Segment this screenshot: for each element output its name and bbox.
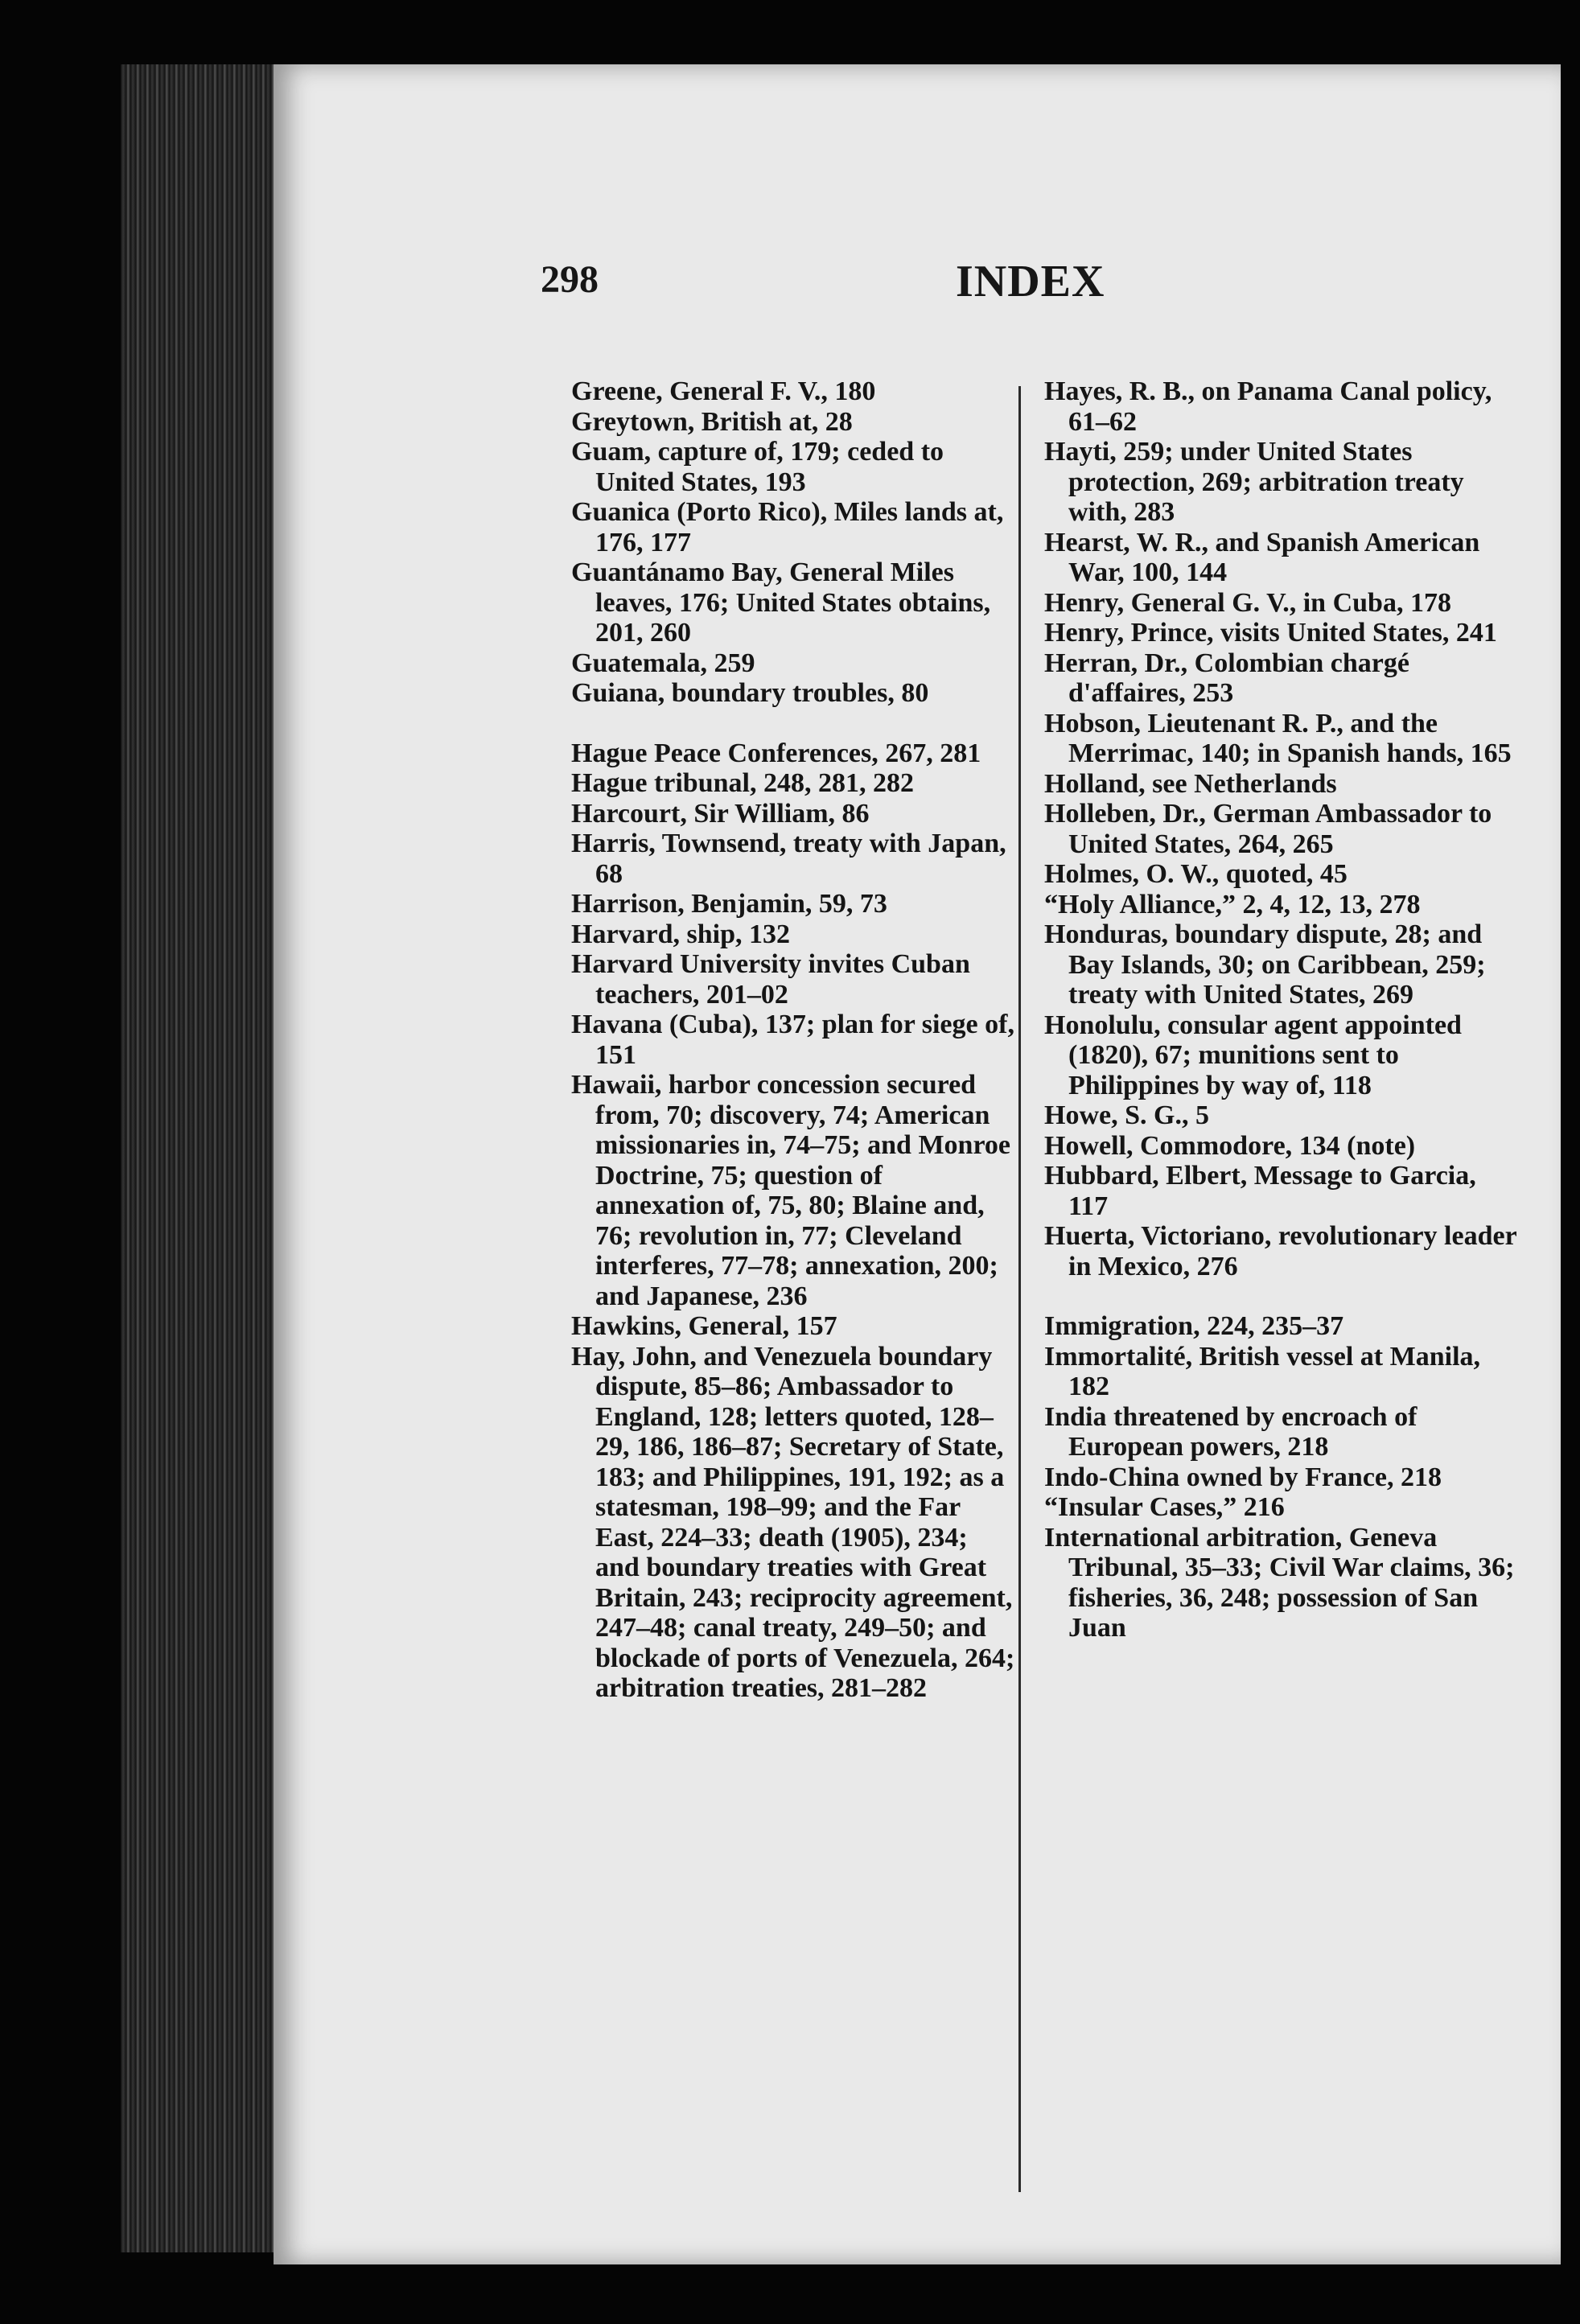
index-entry: Greytown, British at, 28: [571, 406, 853, 437]
index-entry: “Holy Alliance,” 2, 4, 12, 13, 278: [1044, 889, 1421, 919]
index-entry: Hague tribunal, 248, 281, 282: [571, 768, 914, 798]
page-header: [274, 249, 1561, 314]
book-page: [274, 64, 1561, 2264]
index-entry: Harvard University invites Cuban teachers, 201–02: [571, 949, 970, 1010]
index-entry: Guatemala, 259: [571, 648, 755, 678]
index-entry: Holmes, O. W., quoted, 45: [1044, 859, 1348, 889]
index-entry: Guam, capture of, 179; ceded to United States, 193: [571, 437, 944, 497]
index-entry: Holland, see Netherlands: [1044, 768, 1337, 799]
index-entry: Huerta, Victoriano, revolutionary leader in Mexico, 276: [1044, 1221, 1517, 1281]
index-entry: “Insular Cases,” 216: [1044, 1492, 1285, 1522]
index-entry: Guanica (Porto Rico), Miles lands at, 176, 177: [571, 497, 1004, 557]
column-divider: [1018, 386, 1021, 2192]
index-entry: Hubbard, Elbert, Message to Garcia, 117: [1044, 1161, 1476, 1221]
book-spine-edge: [121, 64, 282, 2252]
index-entry: Hobson, Lieutenant R. P., and the Merrimac, 140; in Spanish hands, 165: [1044, 708, 1512, 768]
index-entry: Honduras, boundary dispute, 28; and Bay Islands, 30; on Caribbean, 259; treaty with United States, 269: [1044, 919, 1486, 1010]
index-entry: Holleben, Dr., German Ambassador to United States, 264, 265: [1044, 799, 1492, 859]
index-entry: International arbitration, Geneva Tribunal, 35–33; Civil War claims, 36; fisheries, 36, 248; possession of San Juan: [1044, 1522, 1515, 1643]
index-entry: Henry, General G. V., in Cuba, 178: [1044, 587, 1451, 618]
page-title: INDEX: [956, 257, 1105, 306]
index-entry: Honolulu, consular agent appointed (1820), 67; munitions sent to Philippines by way of, 118: [1044, 1010, 1462, 1100]
index-entry: Harris, Townsend, treaty with Japan, 68: [571, 829, 1006, 889]
index-entry: Hayes, R. B., on Panama Canal policy, 61–62: [1044, 376, 1492, 437]
index-entry: Harvard, ship, 132: [571, 919, 791, 949]
section-gap: [1044, 1281, 1517, 1311]
index-entry: Indo-China owned by France, 218: [1044, 1462, 1442, 1492]
index-entry: Howell, Commodore, 134 (note): [1044, 1130, 1416, 1161]
index-entry: Guiana, boundary troubles, 80: [571, 678, 929, 708]
index-entry: Hearst, W. R., and Spanish American War, 100, 144: [1044, 527, 1480, 587]
index-entry: Immortalité, British vessel at Manila, 182: [1044, 1341, 1481, 1401]
index-entry: Hay, John, and Venezuela boundary dispute, 85–86; Ambassador to England, 128; letters quoted, 128–29, 186, 186–87; Secretary of State, 183; and Philippines, 191, 192; as a statesman, 198–99; and the Far East, 224–33; death (1905), 234; and boundary treaties with Great Britain, 243; reciprocity agreement, 247–48; canal treaty, 249–50; and blockade of ports of Venezuela, 264; arbitration treaties, 281–282: [571, 1341, 1015, 1703]
index-entry: Hawkins, General, 157: [571, 1311, 837, 1341]
index-entry: Harrison, Benjamin, 59, 73: [571, 889, 887, 919]
index-column-right: [1044, 376, 1517, 1643]
index-entry: Hawaii, harbor concession secured from, 70; discovery, 74; American missionaries in, 74–75; and Monroe Doctrine, 75; question of annexation of, 75, 80; Blaine and, 76; revolution in, 77; Cleveland interferes, 77–78; annexation, 200; and Japanese, 236: [571, 1070, 1011, 1311]
index-entry: Greene, General F. V., 180: [571, 376, 876, 406]
index-entry: Guantánamo Bay, General Miles leaves, 176; United States obtains, 201, 260: [571, 557, 991, 648]
index-entry: India threatened by encroach of European powers, 218: [1044, 1401, 1417, 1462]
index-entry: Hayti, 259; under United States protection, 269; arbitration treaty with, 283: [1044, 437, 1464, 527]
index-entry: Havana (Cuba), 137; plan for siege of, 151: [571, 1010, 1014, 1070]
index-entry: Howe, S. G., 5: [1044, 1100, 1209, 1130]
index-entry: Harcourt, Sir William, 86: [571, 798, 870, 829]
index-entry: Herran, Dr., Colombian chargé d'affaires, 253: [1044, 648, 1409, 708]
section-gap: [571, 709, 1017, 738]
index-entry: Immigration, 224, 235–37: [1044, 1311, 1344, 1341]
index-column-left: [571, 376, 1017, 1704]
page-number: 298: [541, 258, 599, 301]
index-entry: Henry, Prince, visits United States, 241: [1044, 618, 1497, 648]
index-entry: Hague Peace Conferences, 267, 281: [571, 738, 981, 768]
